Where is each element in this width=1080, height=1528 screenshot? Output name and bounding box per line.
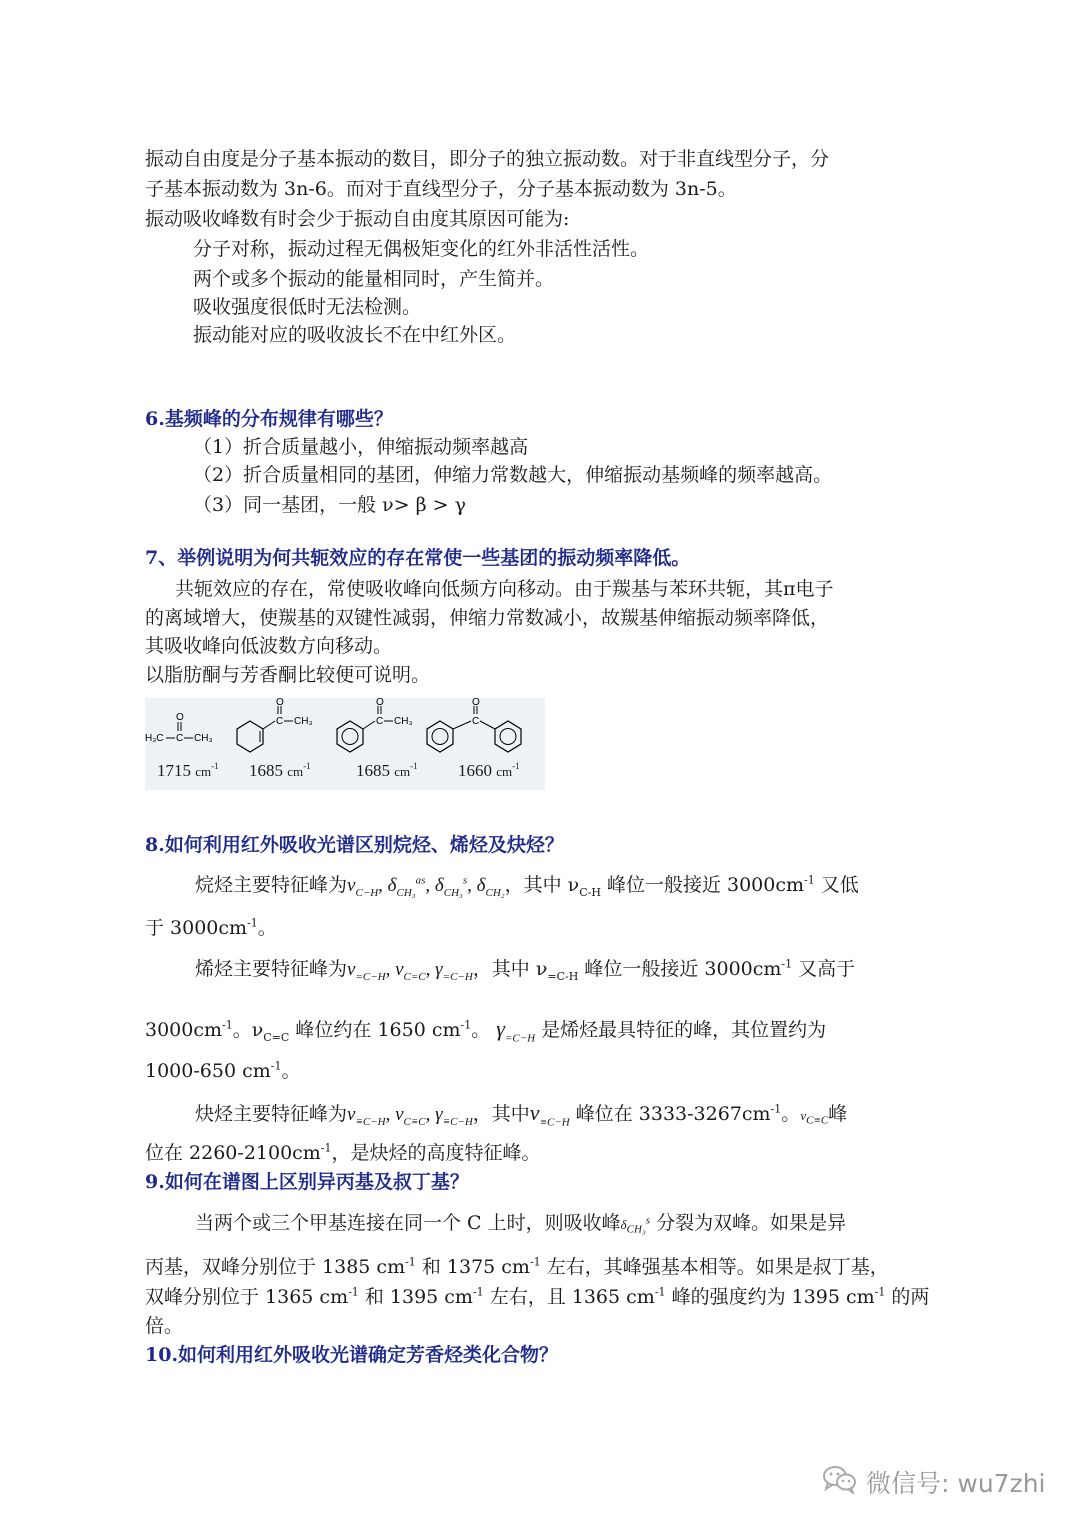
- alkyne-line-2: 位在 $2260-2100cm^{-1}$，是炔烃的高度特征峰。: [145, 1141, 541, 1164]
- svg-text:CH₃: CH₃: [194, 733, 213, 744]
- reason-item: 两个或多个振动的能量相同时，产生简并。: [193, 268, 555, 290]
- q7-heading: 7、举例说明为何共轭效应的存在常使一些基团的振动频率降低。: [145, 547, 691, 569]
- intro-line-1: 振动自由度是分子基本振动的数目，即分子的独立振动数。对于非直线型分子，分: [145, 148, 830, 170]
- alkane-line-1: 烷烃主要特征峰为$\nu_{C-H}$, $\delta_{CH_3}^{as}$, $\delta_{CH_3}^s$, $\delta_{CH_2}$，其中 $\nu_{C-H}$ 峰位一般接近 $3000cm^{-1}$ 又低: [195, 873, 859, 899]
- q10-heading: 10.如何利用红外吸收光谱确定芳香烃类化合物？: [145, 1344, 559, 1366]
- svg-text:C: C: [472, 716, 480, 727]
- alkane-line-2: 于 $3000cm^{-1}$。: [145, 916, 277, 939]
- q9-line-1: 当两个或三个甲基连接在同一个 C 上时，则吸收峰$\delta_{CH_3}^s$ 分裂为双峰。如果是异: [195, 1212, 847, 1236]
- q9-line-4: 倍。: [145, 1315, 184, 1337]
- svg-text:O: O: [176, 712, 184, 723]
- wavenumber-label: 1715 $cm^{-1}$: [157, 761, 219, 780]
- wavenumber-label: 1685 $cm^{-1}$: [249, 761, 311, 780]
- acetophenone-structure: [337, 698, 413, 752]
- q7-line: 的离域增大，使羰基的双键性减弱，伸缩力常数减小，故羰基伸缩振动频率降低，: [145, 607, 830, 629]
- cc-triple-formula: $\nu_{C\equiv C}$: [800, 1108, 829, 1127]
- svg-text:C: C: [276, 716, 284, 727]
- intro-line-2: 子基本振动数为 3n-6。而对于直线型分子，分子基本振动数为 3n-5。: [145, 178, 737, 200]
- benzophenone-structure: [427, 698, 521, 752]
- q6-item: （3）同一基团，一般 ν> β > γ: [193, 494, 466, 516]
- q6-item: （1）折合质量越小，伸缩振动频率越高: [193, 436, 529, 458]
- q9-line-2: 丙基，双峰分别位于 1385 $cm^{-1}$ 和 1375 $cm^{-1}$ 左右，其峰强基本相等。如果是叔丁基，: [145, 1255, 889, 1278]
- wavenumber-label: 1660 $cm^{-1}$: [458, 761, 520, 780]
- alkene-line-3: 1000-650 $cm^{-1}$。: [145, 1059, 301, 1082]
- alkene-formula: $\nu_{=C-H}$, $\nu_{C=C}$, $\gamma_{=C-H}$: [347, 959, 473, 983]
- intro-line-3: 振动吸收峰数有时会少于振动自由度其原因可能为:: [145, 208, 570, 230]
- q7-line: 以脂肪酮与芳香酮比较便可说明。: [145, 664, 431, 686]
- alkyne-line-1: 炔烃主要特征峰为$\nu_{\equiv C-H}$, $\nu_{C\equiv C}$, $\gamma_{\equiv C-H}$，其中$\nu_{\equiv C-H}$ 峰位在 $3333-3267cm^{-1}$。$\nu_{C\equiv C}$峰: [195, 1100, 848, 1129]
- cyclohexenone-structure: [237, 698, 313, 752]
- alkene-line-1: 烯烃主要特征峰为$\nu_{=C-H}$, $\nu_{C=C}$, $\gamma_{=C-H}$，其中 $\nu_{=C-H}$ 峰位一般接近 $3000cm^{-1}$ 又高于: [195, 957, 856, 983]
- svg-text:O: O: [376, 698, 384, 708]
- svg-text:CH₃: CH₃: [294, 716, 313, 727]
- watermark-text: 微信号: wu7zhi: [866, 1469, 1046, 1498]
- wechat-watermark: [822, 1462, 1045, 1502]
- gamma-formula: $\gamma_{=C-H}$: [496, 1016, 536, 1045]
- wechat-icon: [822, 1464, 858, 1500]
- svg-text:C: C: [376, 716, 384, 727]
- reason-item: 分子对称，振动过程无偶极矩变化的红外非活性活性。: [193, 238, 650, 260]
- reason-item: 吸收强度很低时无法检测。: [193, 296, 422, 318]
- svg-text:H₃C: H₃C: [145, 733, 164, 744]
- svg-text:O: O: [276, 698, 284, 708]
- svg-text:CH₃: CH₃: [394, 716, 413, 727]
- q9-heading: 9.如何在谱图上区别异丙基及叔丁基？: [145, 1171, 469, 1193]
- wavenumber-label: 1685 $cm^{-1}$: [356, 761, 418, 780]
- acetone-structure: [145, 712, 213, 744]
- svg-text:O: O: [472, 698, 480, 708]
- delta-ch3-formula: $\delta_{CH_3}^s$: [620, 1214, 651, 1236]
- q6-heading: 6.基频峰的分布规律有哪些？: [145, 408, 393, 430]
- ketone-structures-figure: [145, 698, 545, 790]
- alkane-formula: $\nu_{C-H}$, $\delta_{CH_3}^{as}$, $\delta_{CH_3}^s$, $\delta_{CH_2}$: [347, 874, 505, 899]
- q7-line: 其吸收峰向低波数方向移动。: [145, 635, 393, 657]
- alkene-line-2: $3000cm^{-1}$。$\nu_{C=C}$ 峰位约在 1650 $cm^{-1}$。 $\gamma_{=C-H}$ 是烯烃最具特征的峰，其位置约为: [145, 1016, 827, 1045]
- alkyne-formula: $\nu_{\equiv C-H}$, $\nu_{C\equiv C}$, $\gamma_{\equiv C-H}$: [347, 1104, 473, 1128]
- q9-line-3: 双峰分别位于 1365 $cm^{-1}$ 和 1395 $cm^{-1}$ 左右，且 1365 $cm^{-1}$ 峰的强度约为 1395 $cm^{-1}$ 的两: [145, 1285, 930, 1308]
- q6-item: （2）折合质量相同的基团，伸缩力常数越大，伸缩振动基频峰的频率越高。: [193, 464, 833, 486]
- q7-line: 共轭效应的存在，常使吸收峰向低频方向移动。由于羰基与苯环共轭，其π电子: [175, 578, 834, 600]
- svg-text:C: C: [176, 733, 184, 744]
- reason-item: 振动能对应的吸收波长不在中红外区。: [193, 324, 517, 346]
- alkyne-ch-formula: $\nu_{\equiv C-H}$: [529, 1100, 570, 1129]
- q8-heading: 8.如何利用红外吸收光谱区别烷烃、烯烃及炔烃？: [145, 834, 564, 856]
